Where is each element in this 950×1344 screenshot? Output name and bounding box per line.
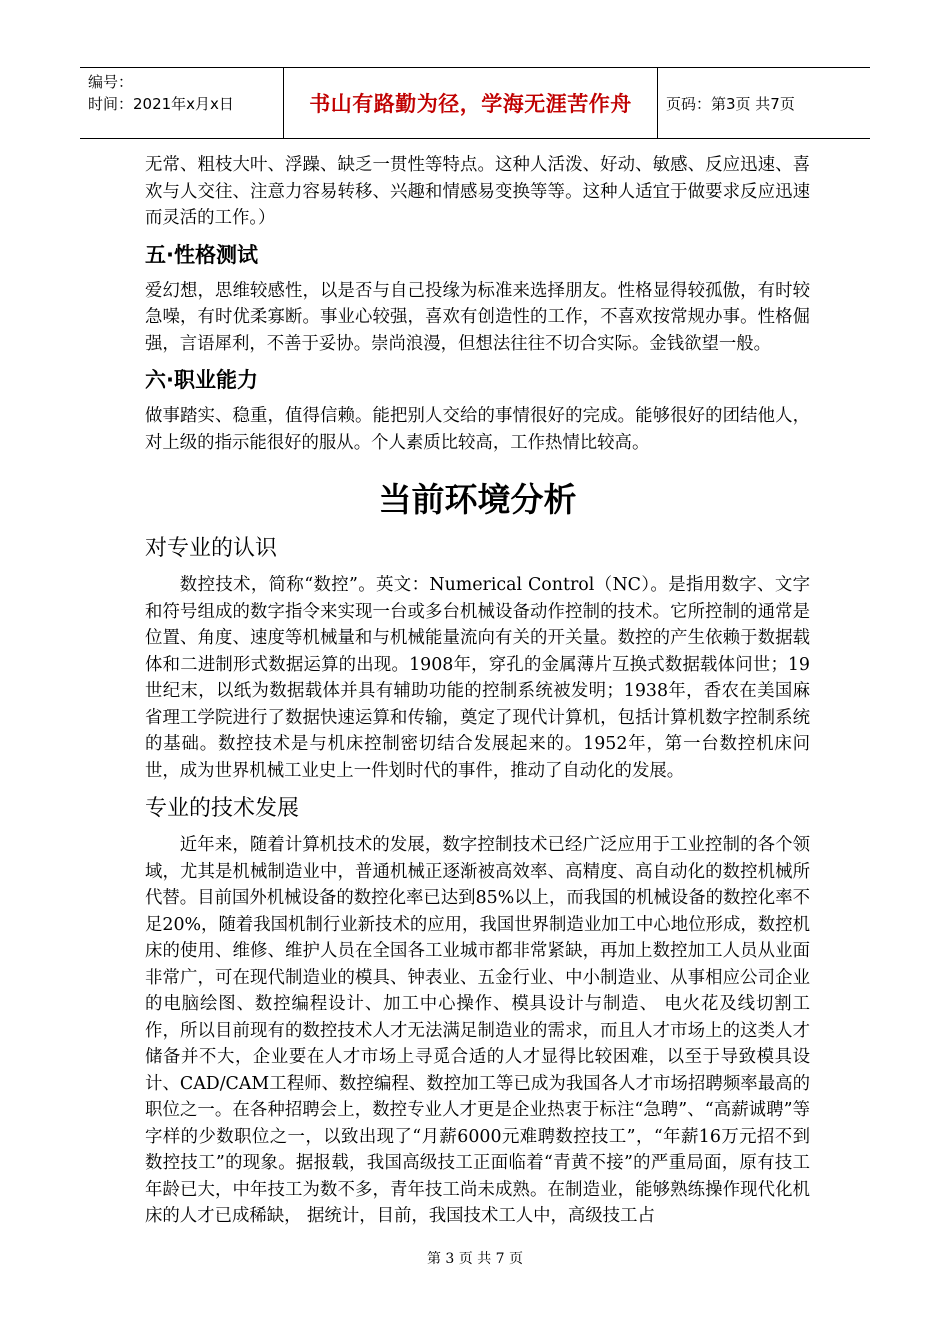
subsection-heading-tech-development: 专业的技术发展 [145,796,300,821]
header-motto: 书山有路勤为径，学海无涯苦作舟 [284,68,658,138]
paragraph-personality: 爱幻想，思维较感性，以是否与自己投缘为标准来选择朋友。性格显得较孤傲，有时较急噪，有时优柔寡断。事业心较强，喜欢有创造性的工作，不喜欢按常规办事。性格倔强，言语犀利，不善于妥协。崇尚浪漫，但想法往往不切合实际。金钱欲望一般。 [145,280,810,354]
page-footer: 第 3 页 共 7 页 [426,1251,524,1267]
paragraph-major: 数控技术，简称“数控”。英文：Numerical Control（NC）。是指用数字、文字和符号组成的数字指令来实现一台或多台机械设备动作控制的技术。它所控制的通常是位置、角度、速度等机械量和与机械能量流向有关的开关量。数控的产生依赖于数据载体和二进制形式数据运算的出现。1908年，穿孔的金属薄片互换式数据载体问世；19世纪末，以纸为数据载体并具有辅助功能的控制系统被发明；1938年，香农在美国麻省理工学院进行了数据快速运算和传输，奠定了现代计算机，包括计算机数字控制系统的基础。数控技术是与机床控制密切结合发展起来的。1952年，第一台数控机床问世，成为世界机械工业史上一件划时代的事件，推动了自动化的发展。 [145,575,810,781]
section-heading-personality-test: 五·性格测试 [145,242,258,267]
page-header [80,67,870,139]
header-page-info: 页码：第3页 共7页 [666,94,795,113]
document-number-label: 编号： [88,73,134,91]
document-body [145,152,810,1230]
document-date: 时间：2021年x月x日 [88,95,234,113]
paragraph-temperament-end: 无常、粗枝大叶、浮躁、缺乏一贯性等特点。这种人活泼、好动、敏感、反应迅速、喜欢与人交往、注意力容易转移、兴趣和情感易变换等等。这种人适宜于做要求反应迅速而灵活的工作。） [145,155,810,228]
paragraph-tech-development: 近年来，随着计算机技术的发展，数字控制技术已经广泛应用于工业控制的各个领域，尤其是机械制造业中，普通机械正逐渐被高效率、高精度、高自动化的数控机械所代替。目前国外机械设备的数控化率已达到85%以上，而我国的机械设备的数控化率不足20%，随着我国机制行业新技术的应用，我国世界制造业加工中心地位形成，数控机床的使用、维修、维护人员在全国各工业城市都非常紧缺，再加上数控加工人员从业面非常广，可在现代制造业的模具、钟表业、五金行业、中小制造业、从事相应公司企业的电脑绘图、数控编程设计、加工中心操作、模具设计与制造、 电火花及线切割工作，所以目前现有的数控技术人才无法满足制造业的需求，而且人才市场上的这类人才储备并不大，企业要在人才市场上寻觅合适的人才显得比较困难，以至于导致模具设计、CAD/CAM工程师、数控编程、数控加工等已成为我国各人才市场招聘频率最高的职位之一。在各种招聘会上，数控专业人才更是企业热衷于标注“急聘”、“高薪诚聘”等字样的少数职位之一，以致出现了“月薪6000元难聘数控技工”，“年薪16万元招不到数控技工”的现象。据报载，我国高级技工正面临着“青黄不接”的严重局面，原有技工年龄已大，中年技工为数不多，青年技工尚未成熟。在制造业，能够熟练操作现代化机床的人才已成稀缺， 据统计，目前，我国技术工人中，高级技工占 [145,835,810,1226]
chapter-title: 当前环境分析 [378,480,577,519]
subsection-heading-major: 对专业的认识 [145,536,278,561]
section-heading-career-ability: 六·职业能力 [145,368,258,392]
header-meta [80,68,284,138]
paragraph-career-ability: 做事踏实、稳重，值得信赖。能把别人交给的事情很好的完成。能够很好的团结他人，对上级的指示能很好的服从。个人素质比较高，工作热情比较高。 [145,406,810,453]
